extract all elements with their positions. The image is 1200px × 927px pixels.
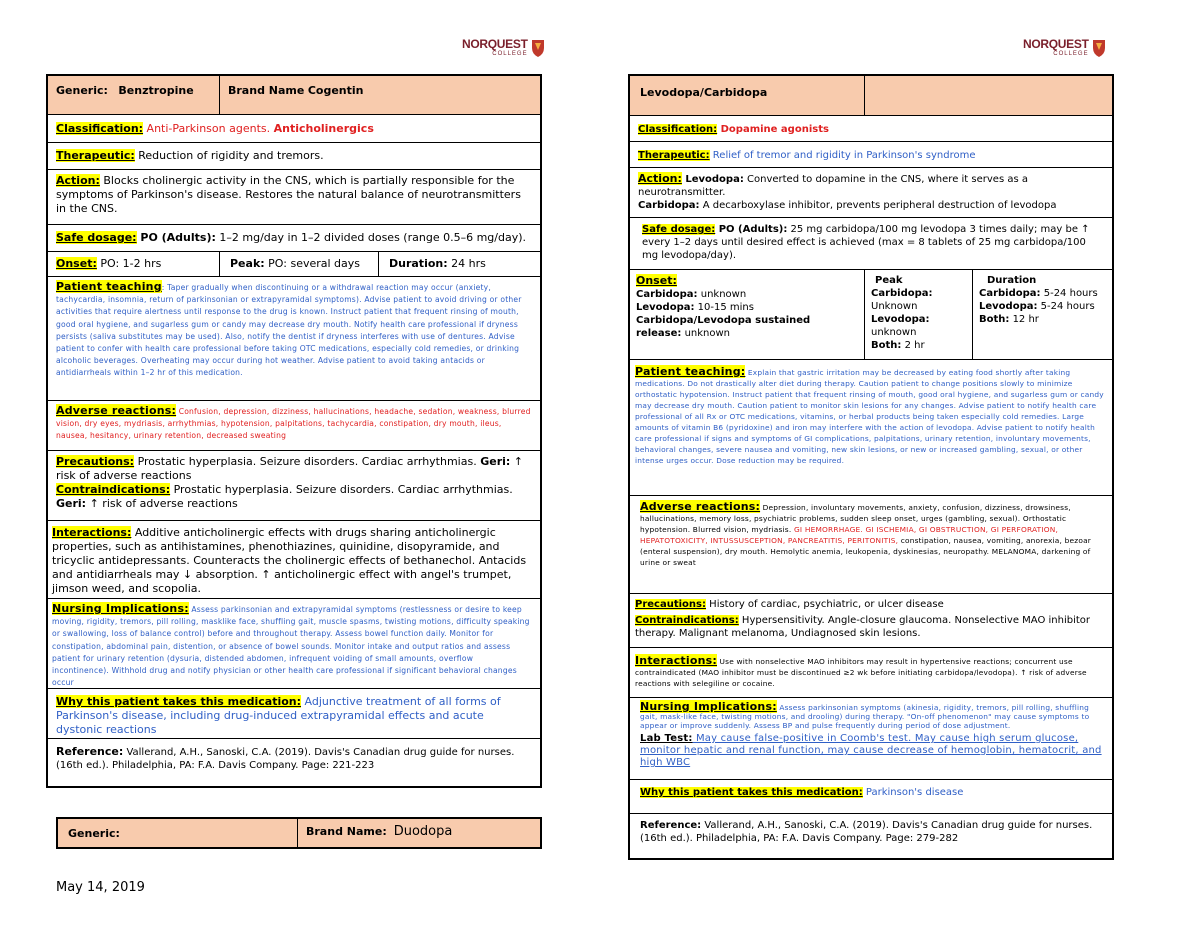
precautions-text: Precautions: History of cardiac, psychiatric, or ulcer disease — [635, 599, 944, 610]
duration-cell: Duration: 24 hrs — [389, 257, 486, 270]
benztropine-card — [46, 74, 542, 788]
norquest-logo-right — [1023, 38, 1107, 58]
levodopa-carbidopa-card — [628, 74, 1114, 860]
duration-cell: Duration Carbidopa: 5-24 hours Levodopa: 5-24 hours Both: 12 hr — [979, 275, 1098, 325]
footer-date: May 14, 2019 — [56, 880, 145, 895]
interactions-row: Interactions: Additive anticholinergic effects with drugs sharing anticholinergic properties, such as antihistamines, phenothiazines, quinidine, disopyramide, and tricyclic antidepressants. Counteracts the cholinergic effects of bethanechol. Antacids and antidiarrheals may ↓ absorption. ↑ anticholinergic effect with angel's trumpet, jimson weed, and scopolia. — [48, 521, 540, 599]
lab-test-text: Lab Test: May cause false-positive in Coomb's test. May cause high serum glucose, monitor hepatic and renal function, may cause decrease of hemoglobin, hematocrit, and high WBC — [640, 733, 1102, 768]
brand-cell: Brand Name: Duodopa — [306, 824, 453, 839]
drug-title: Levodopa/Carbidopa — [640, 86, 768, 99]
logo-text: NORQUEST — [1023, 37, 1089, 51]
header-row — [48, 76, 540, 115]
generic-cell: Generic: Benztropine — [48, 76, 220, 114]
action-row: Action: Blocks cholinergic activity in the CNS, which is partially responsible for the symptoms of Parkinson's disease. Restores the natural balance of neurotransmitters in the CNS. — [48, 170, 540, 225]
precautions-row — [48, 451, 540, 521]
contraindications-text: Contraindications: Hypersensitivity. Angle-closure glaucoma. Nonselective MAO inhibitor therapy. Malignant melanoma, Undiagnosed skin lesions. — [635, 615, 1091, 639]
therapeutic-row: Therapeutic: Relief of tremor and rigidity in Parkinson's syndrome — [630, 142, 1112, 168]
brand-name: Duodopa — [393, 824, 453, 839]
safe-dosage-row: Safe dosage: PO (Adults): 25 mg carbidopa/100 mg levodopa 3 times daily; may be ↑ every 1–2 days until desired effect is achieved (max = 8 tablets of 25 mg carbidopa/100 mg levodopa/day). — [630, 218, 1112, 270]
nursing-implications-row: Nursing Implications: Assess parkinsonian and extrapyramidal symptoms (restlessness or desire to keep moving, rigidity, tremors, pill rolling, masklike face, shuffling gait, muscle spasms, twisting motions, difficulty speaking or swallowing, loss of balance control) before and throughout therapy. Assess bowel function daily. Monitor for constipation, abdominal pain, distention, or absence of bowel sounds. Monitor intake and output ratios and assess patient for urinary retention (dysuria, distended abdomen, infrequent voiding of small amounts, overflow incontinence). Withhold drug and notify physician or other health care professional if significant behavioral changes occur — [48, 599, 540, 689]
reference-row: Reference: Vallerand, A.H., Sanoski, C.A. (2019). Davis's Canadian drug guide for nurses. (16th ed.). Philadelphia, PA: F.A. Davis Company. Page: 221-223 — [56, 745, 515, 771]
duodopa-card — [56, 817, 542, 849]
patient-teaching-row: Patient teaching: Explain that gastric irritation may be decreased by eating food shortly after taking medications. Do not drastically alter diet during therapy. Caution patient to change positions slowly to minimize orthostatic hypotension. Instruct patient that frequent rinsing of mouth, good oral hygiene, and sugarless gum or candy may decrease dry mouth. Caution patient to monitor skin lesions for any changes. Advise patient to notify health care professional of all Rx or OTC medications, vitamins, or herbal products being taken especially cold remedies. Large amounts of vitamin B6 (pyridoxine) and iron may interfere with the action of levodopa. Advise patient to notify health care professional if signs and symptoms of GI complications, palpitations, urinary retention, involuntary movements, behavioral changes, severe nausea and vomiting, new skin lesions, or new or increased gambling, sexual, or other intense urges occur. Dose reduction may be required. — [630, 360, 1112, 496]
precautions-text: Precautions: Prostatic hyperplasia. Seizure disorders. Cardiac arrhythmias. Geri: ↑ risk of adverse reactions — [56, 455, 524, 482]
adverse-reactions-row: Adverse reactions: Confusion, depression, dizziness, hallucinations, headache, sedation, weakness, blurred vision, dry eyes, mydriasis, arrhythmias, hypotension, palpitations, tachycardia, constipation, dry mouth, ileus, nausea, hesitancy, urinary retention, decreased sweating — [48, 401, 540, 451]
timing-row — [48, 252, 540, 277]
peak-cell: Peak: PO: several days — [220, 252, 379, 276]
reference-row: Reference: Vallerand, A.H., Sanoski, C.A. (2019). Davis's Canadian drug guide for nurses. (16th ed.). Philadelphia, PA: F.A. Davis Company. Page: 279-282 — [640, 820, 1093, 844]
generic-cell: Generic: — [58, 819, 298, 847]
nursing-implications-row — [630, 698, 1112, 780]
contraindications-text: Contraindications: Prostatic hyperplasia. Seizure disorders. Cardiac arrhythmias. Geri: ↑ risk of adverse reactions — [56, 483, 513, 510]
logo-text: NORQUEST — [462, 37, 528, 51]
norquest-shield-icon — [530, 38, 546, 58]
norquest-shield-icon — [1091, 38, 1107, 58]
brand-cell: Brand Name Cogentin — [228, 84, 364, 97]
classification-row: Classification: Dopamine agonists — [630, 116, 1112, 142]
action-row: Action: Levodopa: Converted to dopamine in the CNS, where it serves as a neurotransmitter. Carbidopa: A decarboxylase inhibitor, prevents peripheral destruction of levodopa — [630, 168, 1112, 218]
classification-row: Classification: Anti-Parkinson agents. Anticholinergics — [48, 115, 540, 143]
patient-teaching-row: Patient teaching: Taper gradually when discontinuing or a withdrawal reaction may occur (anxiety, tachycardia, insomnia, return of parkinsonian or extrapyramidal symptoms). Advise patient to avoid driving or other activities that require alertness until response to the drug is known. Instruct patient that frequent rinsing of mouth, good oral hygiene, and sugarless gum or candy may decrease dry mouth. Notify health care professional if dryness persists (saliva substitutes may be used). Also, notify the dentist if dryness interferes with use of dentures. Advise patient to confer with health care professional before taking OTC medications, especially cold remedies, or drinking alcoholic beverages. Overheating may occur during hot weather. Advise patient to avoid taking antacids or antidiarrheals within 1–2 hr of this medication. — [48, 277, 540, 401]
nursing-implications-text: Nursing Implications: Assess parkinsonian symptoms (akinesia, rigidity, tremors, pill rolling, shuffling gait, mask-like face, twisting motions, and drooling) during therapy. "On-off phenomenon" may cause symptoms to appear or improve suddenly. Assess BP and pulse frequently during period of dose adjustment. — [640, 700, 1090, 730]
peak-cell: Peak Carbidopa: Unknown Levodopa: unknown Both: 2 hr — [865, 270, 973, 359]
blank-cell — [865, 76, 1112, 115]
interactions-row: Interactions: Use with nonselective MAO inhibitors may result in hypertensive reactions; concurrent use contraindicated (MAO inhibitor must be discontinued ≥2 wk before initiating carbidopa/levodopa). ↑ risk of adverse reactions with selegiline or cocaine. — [630, 648, 1112, 698]
generic-name: Benztropine — [118, 84, 194, 97]
why-row: Why this patient takes this medication: Adjunctive treatment of all forms of Parkinson's disease, including drug-induced extrapyramidal effects and acute dystonic reactions — [48, 689, 540, 739]
title-cell — [630, 76, 865, 115]
brand-name: Cogentin — [307, 84, 364, 97]
precautions-row — [630, 594, 1112, 648]
therapeutic-row: Therapeutic: Reduction of rigidity and tremors. — [48, 143, 540, 170]
logo-subtext: COLLEGE — [492, 51, 528, 57]
adverse-reactions-row: Adverse reactions: Depression, involuntary movements, anxiety, confusion, dizziness, drowsiness, hallucinations, memory loss, psychiatric problems, sudden sleep onset, urges (gambling, sexual). Orthostatic hypotension. Blurred vision, mydriasis. GI HEMORRHAGE. GI ISCHEMIA, GI OBSTRUCTION, GI PERFORATION, HEPATOTOXICITY, INTUSSUSCEPTION, PANCREATITIS, PERITONITIS, constipation, nausea, vomiting, anorexia, bezoar (enteral suspension), dry mouth. Hemolytic anemia, leukopenia, dyskinesias, neuropathy. MELANOMA, darkening of urine or sweat — [630, 496, 1112, 594]
timing-row — [630, 270, 1112, 360]
header-row — [630, 76, 1112, 116]
onset-cell: Onset: Carbidopa: unknown Levodopa: 10-15 mins Carbidopa/Levodopa sustained release: unknown — [630, 270, 865, 359]
why-row: Why this patient takes this medication: Parkinson's disease — [630, 780, 1112, 814]
logo-subtext: COLLEGE — [1053, 51, 1089, 57]
safe-dosage-row: Safe dosage: PO (Adults): 1–2 mg/day in 1–2 divided doses (range 0.5–6 mg/day). — [48, 225, 540, 252]
norquest-logo-left — [462, 38, 546, 58]
onset-cell: Onset: PO: 1-2 hrs — [48, 252, 220, 276]
